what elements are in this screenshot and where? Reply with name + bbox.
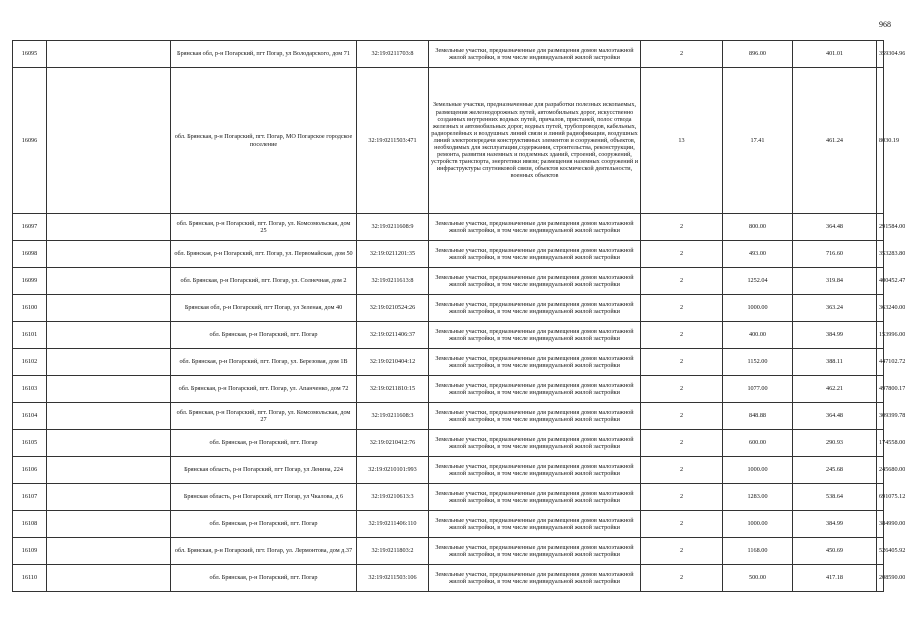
land-use-purpose-cell: Земельные участки, предназначенные для размещения домов малоэтажной жилой застройки, в том числе индивидуальной жилой застройки: [429, 241, 641, 268]
row-number-cell: 16095: [13, 41, 47, 68]
cadastral-number-cell: 32:19:0211803:2: [357, 538, 429, 565]
row-number-cell: 16106: [13, 457, 47, 484]
table-row: [13, 241, 884, 268]
group-code-cell: 2: [641, 511, 723, 538]
cadastral-number-cell: 32:19:0210101:993: [357, 457, 429, 484]
group-code-cell: 13: [641, 68, 723, 214]
empty-cell: [47, 295, 171, 322]
row-number-cell: 16103: [13, 376, 47, 403]
row-number-cell: 16099: [13, 268, 47, 295]
land-use-purpose-cell: Земельные участки, предназначенные для размещения домов малоэтажной жилой застройки, в том числе индивидуальной жилой застройки: [429, 538, 641, 565]
specific-value-cell: 388.11: [793, 349, 877, 376]
cadastral-value-cell: 309399.78: [877, 403, 884, 430]
specific-value-cell: 384.99: [793, 511, 877, 538]
specific-value-cell: 716.60: [793, 241, 877, 268]
empty-cell: [47, 430, 171, 457]
group-code-cell: 2: [641, 484, 723, 511]
specific-value-cell: 363.24: [793, 295, 877, 322]
address-cell: обл. Брянская, р-н Погарский, пгт. Погар: [171, 430, 357, 457]
cadastral-value-cell: 497800.17: [877, 376, 884, 403]
table-row: [13, 538, 884, 565]
area-cell: 1000.00: [723, 295, 793, 322]
area-cell: 493.00: [723, 241, 793, 268]
empty-cell: [47, 349, 171, 376]
group-code-cell: 2: [641, 565, 723, 592]
cadastral-number-cell: 32:19:0210404:12: [357, 349, 429, 376]
specific-value-cell: 384.99: [793, 322, 877, 349]
specific-value-cell: 461.24: [793, 68, 877, 214]
row-number-cell: 16101: [13, 322, 47, 349]
area-cell: 800.00: [723, 214, 793, 241]
group-code-cell: 2: [641, 403, 723, 430]
cadastral-value-cell: 153996.00: [877, 322, 884, 349]
specific-value-cell: 364.48: [793, 214, 877, 241]
address-cell: Брянская область, р-н Погарский, пгт Погар, ул Ленина, 224: [171, 457, 357, 484]
area-cell: 1168.00: [723, 538, 793, 565]
group-code-cell: 2: [641, 241, 723, 268]
address-cell: обл. Брянская, р-н Погарский, пгт. Погар: [171, 565, 357, 592]
cadastral-number-cell: 32:19:0210524:26: [357, 295, 429, 322]
area-cell: 600.00: [723, 430, 793, 457]
row-number-cell: 16108: [13, 511, 47, 538]
group-code-cell: 2: [641, 41, 723, 68]
table-row: [13, 349, 884, 376]
cadastral-value-table: [12, 40, 905, 592]
table-row: [13, 484, 884, 511]
address-cell: обл. Брянская, р-н Погарский, пгт. Погар, ул. Комсомольская, дом 27: [171, 403, 357, 430]
address-cell: обл. Брянская, р-н Погарский, пгт. Погар, МО Погарское городское поселение: [171, 68, 357, 214]
address-cell: обл. Брянская, р-н Погарский, пгт. Погар, ул. Комсомольская, дом 25: [171, 214, 357, 241]
specific-value-cell: 319.84: [793, 268, 877, 295]
table-row: [13, 41, 884, 68]
cadastral-value-cell: 384990.00: [877, 511, 884, 538]
area-cell: 1077.00: [723, 376, 793, 403]
group-code-cell: 2: [641, 538, 723, 565]
cadastral-value-cell: 447102.72: [877, 349, 884, 376]
area-cell: 1252.04: [723, 268, 793, 295]
cadastral-value-cell: 245680.00: [877, 457, 884, 484]
cadastral-value-cell: 208590.00: [877, 565, 884, 592]
specific-value-cell: 462.21: [793, 376, 877, 403]
cadastral-value-cell: 526405.92: [877, 538, 884, 565]
table-row: [13, 430, 884, 457]
land-use-purpose-cell: Земельные участки, предназначенные для размещения домов малоэтажной жилой застройки, в том числе индивидуальной жилой застройки: [429, 268, 641, 295]
table-body: [13, 41, 905, 592]
table-row: [13, 322, 884, 349]
specific-value-cell: 450.69: [793, 538, 877, 565]
area-cell: 500.00: [723, 565, 793, 592]
cadastral-number-cell: 32:19:0211608:3: [357, 403, 429, 430]
group-code-cell: 2: [641, 349, 723, 376]
cadastral-value-cell: 691075.12: [877, 484, 884, 511]
address-cell: обл. Брянская, р-н Погарский, пгт. Погар, ул. Солнечная, дом 2: [171, 268, 357, 295]
specific-value-cell: 401.01: [793, 41, 877, 68]
table-row: [13, 214, 884, 241]
empty-cell: [47, 511, 171, 538]
cadastral-number-cell: 32:19:0211810:15: [357, 376, 429, 403]
empty-cell: [47, 376, 171, 403]
address-cell: обл. Брянская, р-н Погарский, пгт. Погар: [171, 511, 357, 538]
area-cell: 896.00: [723, 41, 793, 68]
group-code-cell: 2: [641, 322, 723, 349]
land-use-purpose-cell: Земельные участки, предназначенные для размещения домов малоэтажной жилой застройки, в том числе индивидуальной жилой застройки: [429, 565, 641, 592]
address-cell: обл. Брянская, р-н Погарский, пгт. Погар: [171, 322, 357, 349]
row-number-cell: 16107: [13, 484, 47, 511]
row-number-cell: 16102: [13, 349, 47, 376]
page-number: 968: [879, 20, 891, 29]
group-code-cell: 2: [641, 376, 723, 403]
area-cell: 1283.00: [723, 484, 793, 511]
area-cell: 17.41: [723, 68, 793, 214]
area-cell: 1152.00: [723, 349, 793, 376]
address-cell: Брянская обл, р-н Погарский, пгт Погар, ул Зеленая, дом 40: [171, 295, 357, 322]
cadastral-number-cell: 32:19:0211406:110: [357, 511, 429, 538]
group-code-cell: 2: [641, 430, 723, 457]
table-row: [13, 565, 884, 592]
empty-cell: [47, 484, 171, 511]
empty-cell: [47, 403, 171, 430]
address-cell: обл. Брянская, р-н Погарский, пгт. Погар, ул. Первомайская, дом 50: [171, 241, 357, 268]
land-use-purpose-cell: Земельные участки, предназначенные для размещения домов малоэтажной жилой застройки, в том числе индивидуальной жилой застройки: [429, 322, 641, 349]
table-row: [13, 295, 884, 322]
group-code-cell: 2: [641, 457, 723, 484]
table-row: [13, 511, 884, 538]
row-number-cell: 16109: [13, 538, 47, 565]
group-code-cell: 2: [641, 295, 723, 322]
cadastral-value-cell: 8030.19: [877, 68, 884, 214]
cadastral-value-cell: 359304.96: [877, 41, 884, 68]
row-number-cell: 16104: [13, 403, 47, 430]
table-row: [13, 457, 884, 484]
land-use-purpose-cell: Земельные участки, предназначенные для размещения домов малоэтажной жилой застройки, в том числе индивидуальной жилой застройки: [429, 295, 641, 322]
specific-value-cell: 364.48: [793, 403, 877, 430]
empty-cell: [47, 214, 171, 241]
cadastral-number-cell: 32:19:0211503:106: [357, 565, 429, 592]
cadastral-number-cell: 32:19:0211201:35: [357, 241, 429, 268]
specific-value-cell: 290.93: [793, 430, 877, 457]
address-cell: Брянская обл, р-н Погарский, пгт Погар, ул Володарского, дом 71: [171, 41, 357, 68]
land-use-purpose-cell: Земельные участки, предназначенные для размещения домов малоэтажной жилой застройки, в том числе индивидуальной жилой застройки: [429, 376, 641, 403]
table-row: [13, 268, 884, 295]
group-code-cell: 2: [641, 214, 723, 241]
empty-cell: [47, 322, 171, 349]
land-use-purpose-cell: Земельные участки, предназначенные для размещения домов малоэтажной жилой застройки, в том числе индивидуальной жилой застройки: [429, 457, 641, 484]
empty-cell: [47, 538, 171, 565]
land-use-purpose-cell: Земельные участки, предназначенные для разработки полезных ископаемых, размещения железнодорожных путей, автомобильных дорог, искусственно созданных внутренних водных путей, причалов, пристаней, полос отвода железных и автомобильных дорог, водных путей, трубопроводов, кабельных, радиорелейных и воздушных линий связи и линий радиофикации, воздушных линий электропередачи конструктивных элементов и сооружений, объектов, необходимых для эксплуатации,содержания, строительства, реконструкции, ремонта, развития наземных и подземных зданий, строений, сооружений, устройств транспорта, энергетики ивязи; размещения наземных сооружений и инфраструктуры спутниковой связи, объектов космической деятельности, военных объектов: [429, 68, 641, 214]
row-number-cell: 16110: [13, 565, 47, 592]
table-row: [13, 376, 884, 403]
table-row: [13, 403, 884, 430]
land-use-purpose-cell: Земельные участки, предназначенные для размещения домов малоэтажной жилой застройки, в том числе индивидуальной жилой застройки: [429, 511, 641, 538]
empty-cell: [47, 565, 171, 592]
cadastral-value-cell: 291584.00: [877, 214, 884, 241]
row-number-cell: 16105: [13, 430, 47, 457]
land-use-purpose-cell: Земельные участки, предназначенные для размещения домов малоэтажной жилой застройки, в том числе индивидуальной жилой застройки: [429, 484, 641, 511]
row-number-cell: 16098: [13, 241, 47, 268]
cadastral-value-cell: 363240.00: [877, 295, 884, 322]
cadastral-number-cell: 32:19:0211703:8: [357, 41, 429, 68]
empty-cell: [47, 241, 171, 268]
row-number-cell: 16097: [13, 214, 47, 241]
row-number-cell: 16096: [13, 68, 47, 214]
specific-value-cell: 538.64: [793, 484, 877, 511]
land-use-purpose-cell: Земельные участки, предназначенные для размещения домов малоэтажной жилой застройки, в том числе индивидуальной жилой застройки: [429, 214, 641, 241]
land-use-purpose-cell: Земельные участки, предназначенные для размещения домов малоэтажной жилой застройки, в том числе индивидуальной жилой застройки: [429, 430, 641, 457]
area-cell: 1000.00: [723, 511, 793, 538]
cadastral-value-cell: 400452.47: [877, 268, 884, 295]
land-use-purpose-cell: Земельные участки, предназначенные для размещения домов малоэтажной жилой застройки, в том числе индивидуальной жилой застройки: [429, 41, 641, 68]
empty-cell: [47, 68, 171, 214]
area-cell: 848.88: [723, 403, 793, 430]
empty-cell: [47, 41, 171, 68]
area-cell: 1000.00: [723, 457, 793, 484]
address-cell: обл. Брянская, р-н Погарский, пгт. Погар, ул. Лермонтова, дом д.37: [171, 538, 357, 565]
empty-cell: [47, 457, 171, 484]
specific-value-cell: 245.68: [793, 457, 877, 484]
group-code-cell: 2: [641, 268, 723, 295]
row-number-cell: 16100: [13, 295, 47, 322]
cadastral-value-cell: 353283.80: [877, 241, 884, 268]
cadastral-number-cell: 32:19:0210412:76: [357, 430, 429, 457]
cadastral-value-cell: 174558.00: [877, 430, 884, 457]
address-cell: обл. Брянская, р-н Погарский, пгт. Погар, ул. Березовая, дом 1В: [171, 349, 357, 376]
cadastral-number-cell: 32:19:0211503:471: [357, 68, 429, 214]
cadastral-number-cell: 32:19:0211406:37: [357, 322, 429, 349]
area-cell: 400.00: [723, 322, 793, 349]
cadastral-number-cell: 32:19:0211608:9: [357, 214, 429, 241]
address-cell: Брянская область, р-н Погарский, пгт Погар, ул Чкалова, д 6: [171, 484, 357, 511]
cadastral-number-cell: 32:19:0210613:3: [357, 484, 429, 511]
empty-cell: [47, 268, 171, 295]
land-use-purpose-cell: Земельные участки, предназначенные для размещения домов малоэтажной жилой застройки, в том числе индивидуальной жилой застройки: [429, 403, 641, 430]
specific-value-cell: 417.18: [793, 565, 877, 592]
address-cell: обл. Брянская, р-н Погарский, пгт. Погар, ул. Апанченко, дом 72: [171, 376, 357, 403]
land-use-purpose-cell: Земельные участки, предназначенные для размещения домов малоэтажной жилой застройки, в том числе индивидуальной жилой застройки: [429, 349, 641, 376]
cadastral-number-cell: 32:19:0211613:8: [357, 268, 429, 295]
table-row: [13, 68, 884, 214]
